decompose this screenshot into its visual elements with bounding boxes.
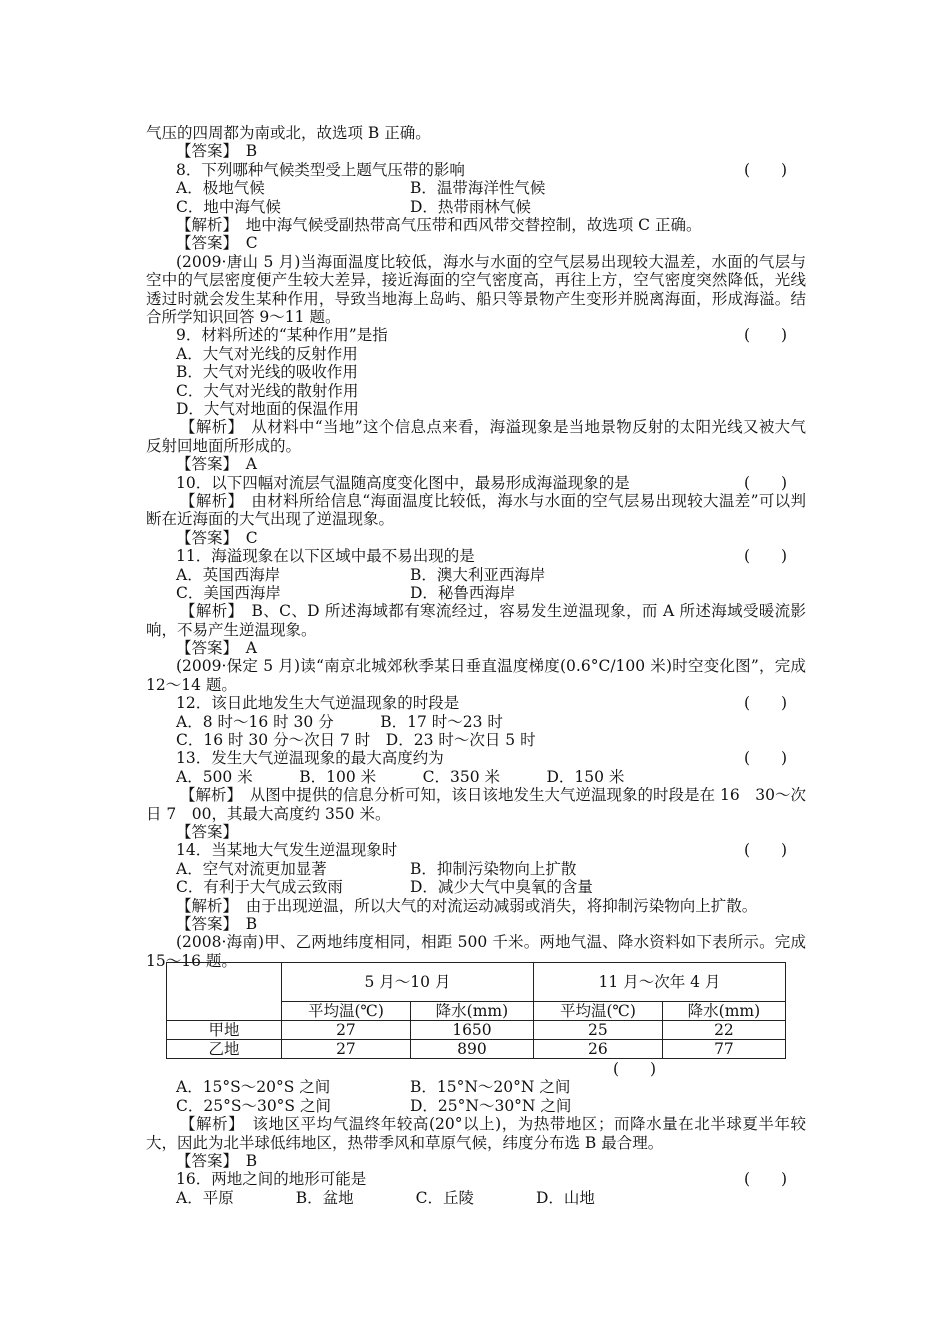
table-cell: 27 [282,1021,411,1040]
table-cell: 27 [282,1040,411,1059]
answer-line: 【答案】 A [176,639,257,658]
question-12: 12．该日此地发生大气逆温现象的时段是 ( ) [176,694,788,713]
answer-line: 【答案】 B [176,142,258,161]
question-10: 10．以下四幅对流层气温随高度变化图中，最易形成海溢现象的是 ( ) [176,473,788,492]
table-corner [167,963,282,1021]
table-cell: 乙地 [167,1040,282,1059]
option: C．大气对光线的散射作用 [176,381,359,400]
explanation: 【解析】 从材料中“当地”这个信息点来看，海溢现象是当地景物反射的太阳光线又被大气反射回地面所形成的。 [146,418,806,455]
table-row [167,1021,786,1040]
explanation: 【解析】 B、C、D 所述海域都有寒流经过，容易发生逆温现象，而 A 所述海域受暖流影响，不易产生逆温现象。 [146,602,806,639]
table-row [167,1040,786,1059]
climate-table [166,962,786,1059]
table-cell: 25 [533,1021,662,1040]
material-paragraph: (2009·唐山 5 月)当海面温度比较低，海水与水面的空气层易出现较大温差，水面的气层与空中的气层密度便产生较大差异，接近海面的空气密度高，再往上方，空气密度突然降低，光线透过时就会发生某种作用，导致当地海上岛屿、船只等景物产生变形并脱离海面，形成海溢。结合所学知识回答 9～11 题。 [146,252,806,326]
material-paragraph: (2008·海南)甲、乙两地纬度相同，相距 500 千米。两地气温、降水资料如下表所示。完成 15～16 题。 [146,933,806,970]
question-13: 13．发生大气逆温现象的最大高度约为 ( ) [176,749,788,768]
explanation: 【解析】 由于出现逆温，所以大气的对流运动减弱或消失，将抑制污染物向上扩散。 [176,896,758,915]
options-row: C．美国西海岸 D．秘鲁西海岸 [176,583,516,602]
table-header-period2: 11 月～次年 4 月 [533,963,785,1002]
explanation: 【解析】 由材料所给信息“海面温度比较低，海水与水面的空气层易出现较大温差”可以判断在近海面的大气出现了逆温现象。 [146,491,806,529]
options-row: A．8 时～16 时 30 分 B．17 时～23 时 [176,712,503,731]
text-line: 气压的四周都为南或北，故选项 B 正确。 [146,124,431,142]
options-row: A．平原 B．盆地 C．丘陵 D．山地 [176,1188,595,1207]
options-row: A．15°S～20°S 之间 B．15°N～20°N 之间 [176,1078,571,1097]
question-16: 16．两地之间的地形可能是 ( ) [176,1170,788,1189]
table-cell: 26 [533,1040,662,1059]
document-page [146,124,806,970]
table-header-rain: 降水(mm) [410,1002,533,1021]
material-paragraph: (2009·保定 5 月)读“南京北城郊秋季某日垂直温度梯度(0.6°C/100 米)时空变化图”，完成 12～14 题。 [146,657,806,694]
answer-line: 【答案】 C [176,234,258,253]
table-cell: 77 [662,1040,785,1059]
question-11: 11．海溢现象在以下区域中最不易出现的是 ( ) [176,547,788,566]
document-page-continued [146,1060,806,1207]
question-8: 8．下列哪种气候类型受上题气压带的影响 ( ) [176,160,788,179]
options-row: C．地中海气候 D．热带雨林气候 [176,197,531,216]
question-14: 14．当某地大气发生逆温现象时 ( ) [176,841,788,860]
option: D．大气对地面的保温作用 [176,399,359,418]
options-row: C．25°S～30°S 之间 D．25°N～30°N 之间 [176,1096,572,1115]
answer-line: 【答案】 A [176,455,257,474]
answer-line: 【答案】 C [176,528,258,547]
answer-line: 【答案】 B [176,915,258,934]
table-cell: 22 [662,1021,785,1040]
table-header-temp: 平均温(℃) [533,1002,662,1021]
options-row: A．英国西海岸 B．澳大利亚西海岸 [176,565,546,584]
option: A．大气对光线的反射作用 [176,344,358,363]
question-9: 9．材料所述的“某种作用”是指 ( ) [176,326,788,345]
answer-line: 【答案】 B [176,1151,258,1170]
options-row: A．500 米 B．100 米 C．350 米 D．150 米 [176,767,625,786]
table-cell: 890 [410,1040,533,1059]
option: B．大气对光线的吸收作用 [176,363,358,382]
answer-blank-row: ( ) [613,1060,657,1078]
options-row: A．空气对流更加显著 B．抑制污染物向上扩散 [176,859,577,878]
table-header-rain: 降水(mm) [662,1002,785,1021]
explanation: 【解析】 从图中提供的信息分析可知，该日该地发生大气逆温现象的时段是在 16 30～次日 7 00，其最大高度约 350 米。 [146,786,806,823]
answer-line: 【答案】 [176,823,239,842]
table-cell: 甲地 [167,1021,282,1040]
options-row: C．有利于大气成云致雨 D．减少大气中臭氧的含量 [176,878,593,897]
table-cell: 1650 [410,1021,533,1040]
table-header-temp: 平均温(℃) [282,1002,411,1021]
options-row: C．16 时 30 分～次日 7 时 D．23 时～次日 5 时 [176,731,536,750]
table-header-period1: 5 月～10 月 [282,963,534,1002]
explanation: 【解析】 该地区平均气温终年较高(20°以上)，为热带地区；而降水量在北半球夏半年较大，因此为北半球低纬地区，热带季风和草原气候，纬度分布选 B 最合理。 [146,1115,806,1152]
answer-blank: ( ) [744,160,788,179]
options-row: A．极地气候 B．温带海洋性气候 [176,179,546,198]
explanation: 【解析】 地中海气候受副热带高气压带和西风带交替控制，故选项 C 正确。 [176,215,702,234]
